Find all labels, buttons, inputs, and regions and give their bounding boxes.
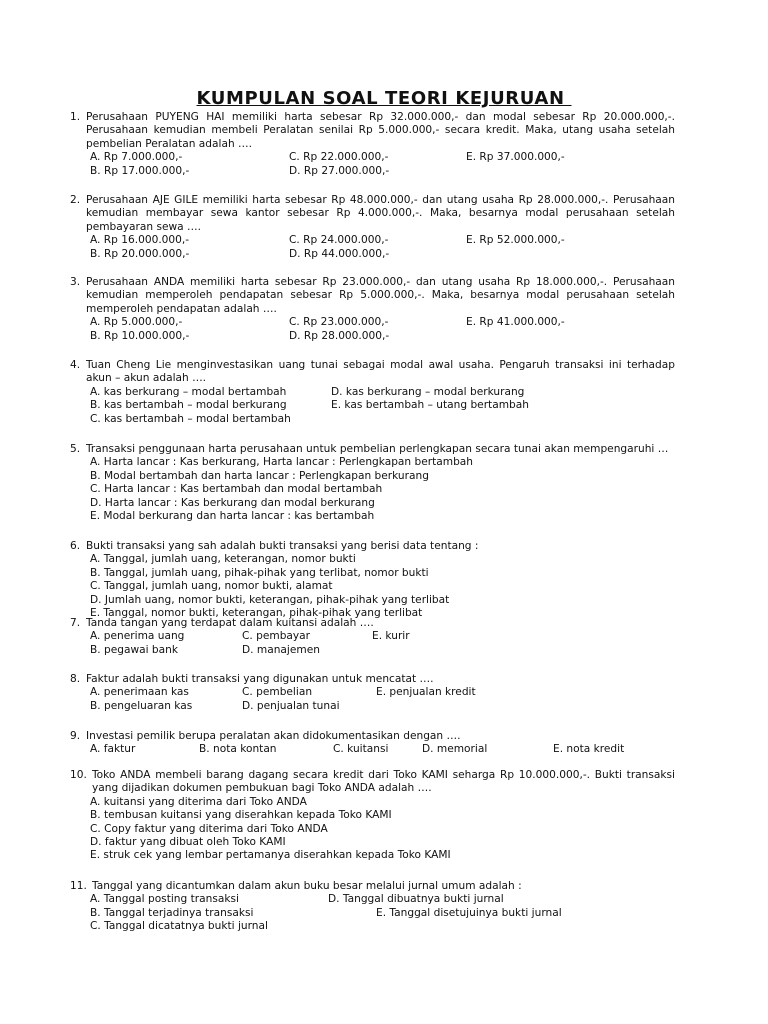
option-d: D. Rp 27.000.000,- (289, 164, 390, 177)
option-a: A. penerima uang (90, 630, 185, 643)
option-b: B. kas bertambah – modal berkurang (90, 399, 287, 412)
page-title: KUMPULAN SOAL TEORI KEJURUAN (196, 88, 572, 109)
option-e: E. kas bertambah – utang bertambah (331, 399, 529, 412)
answer-options (90, 456, 675, 523)
option-a: A. kuitansi yang diterima dari Toko ANDA (90, 795, 307, 808)
option-b: B. nota kontan (199, 743, 277, 756)
question-number: 7. (70, 617, 81, 629)
question-stem (70, 443, 675, 456)
question-number: 10. (70, 769, 87, 781)
option-d: D. manajemen (242, 643, 320, 656)
question-text: Perusahaan ANDA memiliki harta sebesar Rp 23.000.000,- dan utang usaha Rp 18.000.000,-. Perusahaan kemudian memperoleh pendapatan sebesar Rp 5.000.000,-. Maka, besarnya modal perusahaan setelah memperoleh pendapatan adalah …. (86, 276, 675, 315)
question-text: Perusahaan PUYENG HAI memiliki harta sebesar Rp 32.000.000,- dan modal sebesar Rp 20.000.000,-. Perusahaan kemudian membeli Peralatan senilai Rp 5.000.000,- secara kredit. Maka, utang usaha setelah pembelian Peralatan adalah …. (86, 111, 675, 150)
question-2 (70, 194, 675, 261)
option-a: A. Tanggal, jumlah uang, keterangan, nomor bukti (90, 553, 356, 566)
answer-options (90, 743, 675, 756)
question-stem (70, 111, 675, 151)
question-11 (70, 880, 675, 934)
answer-options (90, 686, 675, 713)
option-d: D. Jumlah uang, nomor bukti, keterangan, pihak-pihak yang terlibat (90, 593, 450, 606)
option-c: C. pembelian (242, 686, 313, 699)
option-e: E. Rp 52.000.000,- (466, 234, 565, 247)
answer-options (90, 386, 675, 426)
question-stem (70, 276, 675, 316)
option-b: B. tembusan kuitansi yang diserahkan kepada Toko KAMI (90, 809, 392, 822)
option-b: B. Rp 17.000.000,- (90, 164, 190, 177)
question-text: Faktur adalah bukti transaksi yang digunakan untuk mencatat …. (86, 673, 434, 685)
question-stem (70, 194, 675, 234)
option-a: A. penerimaan kas (90, 686, 189, 699)
option-d: D. Rp 44.000.000,- (289, 247, 390, 260)
question-3 (70, 276, 675, 343)
option-c: C. Rp 22.000.000,- (289, 151, 389, 164)
option-a: A. kas berkurang – modal bertambah (90, 385, 287, 398)
option-c: C. Tanggal dicatatnya bukti jurnal (90, 920, 268, 933)
question-text: Bukti transaksi yang sah adalah bukti transaksi yang berisi data tentang : (86, 540, 479, 552)
question-10 (70, 769, 675, 863)
option-d: D. Tanggal dibuatnya bukti jurnal (328, 893, 504, 906)
option-d: D. Harta lancar : Kas berkurang dan modal berkurang (90, 496, 375, 509)
question-stem (70, 730, 675, 743)
option-b: B. Tanggal, jumlah uang, pihak-pihak yang terlibat, nomor bukti (90, 566, 429, 579)
option-d: D. faktur yang dibuat oleh Toko KAMI (90, 835, 286, 848)
question-stem (70, 880, 675, 893)
option-d: D. memorial (422, 743, 488, 756)
option-c: C. Tanggal, jumlah uang, nomor bukti, alamat (90, 580, 333, 593)
question-stem (70, 617, 675, 630)
question-number: 11. (70, 880, 87, 892)
option-e: E. Modal berkurang dan harta lancar : kas bertambah (90, 509, 375, 522)
option-b: B. pengeluaran kas (90, 699, 193, 712)
option-c: C. Harta lancar : Kas bertambah dan modal bertambah (90, 483, 383, 496)
option-a: A. Harta lancar : Kas berkurang, Harta lancar : Perlengkapan bertambah (90, 456, 473, 469)
question-8 (70, 673, 675, 713)
question-text: Tanda tangan yang terdapat dalam kuitansi adalah …. (86, 617, 374, 629)
option-b: B. Rp 20.000.000,- (90, 247, 190, 260)
answer-options (90, 316, 675, 343)
question-text: Transaksi penggunaan harta perusahaan untuk pembelian perlengkapan secara tunai akan mempengaruhi … (86, 443, 669, 455)
option-b: B. pegawai bank (90, 643, 178, 656)
option-a: A. Tanggal posting transaksi (90, 893, 239, 906)
question-6 (70, 540, 675, 620)
answer-options (90, 630, 675, 657)
option-a: A. Rp 5.000.000,- (90, 316, 183, 329)
option-b: B. Rp 10.000.000,- (90, 329, 190, 342)
option-a: A. Rp 16.000.000,- (90, 234, 190, 247)
question-stem (70, 769, 675, 796)
option-e: E. Rp 41.000.000,- (466, 316, 565, 329)
question-number: 3. (70, 276, 81, 288)
answer-options (90, 893, 675, 933)
question-4 (70, 359, 675, 426)
question-5 (70, 443, 675, 523)
option-c: C. kuitansi (333, 743, 389, 756)
option-c: C. Copy faktur yang diterima dari Toko ANDA (90, 822, 328, 835)
option-e: E. Rp 37.000.000,- (466, 151, 565, 164)
question-number: 2. (70, 194, 81, 206)
question-stem (70, 673, 675, 686)
question-text: Tuan Cheng Lie menginvestasikan uang tunai sebagai modal awal usaha. Pengaruh transaksi ini terhadap akun – akun adalah …. (86, 359, 675, 385)
option-e: E. kurir (372, 630, 410, 643)
question-number: 9. (70, 730, 81, 742)
option-c: C. Rp 23.000.000,- (289, 316, 389, 329)
answer-options (90, 234, 675, 261)
question-number: 5. (70, 443, 81, 455)
option-e: E. penjualan kredit (376, 686, 476, 699)
answer-options (90, 796, 675, 863)
option-c: C. kas bertambah – modal bertambah (90, 412, 291, 425)
option-a: A. Rp 7.000.000,- (90, 151, 183, 164)
option-e: E. Tanggal disetujuinya bukti jurnal (376, 906, 562, 919)
answer-options (90, 553, 675, 620)
question-text: Tanggal yang dicantumkan dalam akun buku besar melalui jurnal umum adalah : (92, 880, 522, 892)
option-c: C. Rp 24.000.000,- (289, 234, 389, 247)
option-d: D. kas berkurang – modal berkurang (331, 385, 525, 398)
option-e: E. struk cek yang lembar pertamanya diserahkan kepada Toko KAMI (90, 849, 451, 862)
question-stem (70, 540, 675, 553)
question-text: Toko ANDA membeli barang dagang secara kredit dari Toko KAMI seharga Rp 10.000.000,-. Bukti transaksi yang dijadikan dokumen pembukuan bagi Toko ANDA adalah …. (92, 769, 675, 795)
question-9 (70, 730, 675, 757)
option-b: B. Modal bertambah dan harta lancar : Perlengkapan berkurang (90, 469, 429, 482)
question-stem (70, 359, 675, 386)
option-d: D. penjualan tunai (242, 699, 340, 712)
question-number: 1. (70, 111, 81, 123)
option-b: B. Tanggal terjadinya transaksi (90, 906, 254, 919)
option-d: D. Rp 28.000.000,- (289, 329, 390, 342)
option-a: A. faktur (90, 743, 136, 756)
answer-options (90, 151, 675, 178)
option-e: E. Tanggal, nomor bukti, keterangan, pihak-pihak yang terlibat (90, 606, 423, 619)
option-c: C. pembayar (242, 630, 311, 643)
option-e: E. nota kredit (553, 743, 625, 756)
question-number: 6. (70, 540, 81, 552)
question-text: Investasi pemilik berupa peralatan akan didokumentasikan dengan …. (86, 730, 461, 742)
question-text: Perusahaan AJE GILE memiliki harta sebesar Rp 48.000.000,- dan utang usaha Rp 28.000.000,-. Perusahaan kemudian membayar sewa kantor sebesar Rp 4.000.000,-. Maka, besarnya modal perusahaan setelah pembayaran sewa …. (86, 194, 675, 233)
question-7 (70, 617, 675, 657)
question-number: 4. (70, 359, 81, 371)
question-1 (70, 111, 675, 178)
question-number: 8. (70, 673, 81, 685)
